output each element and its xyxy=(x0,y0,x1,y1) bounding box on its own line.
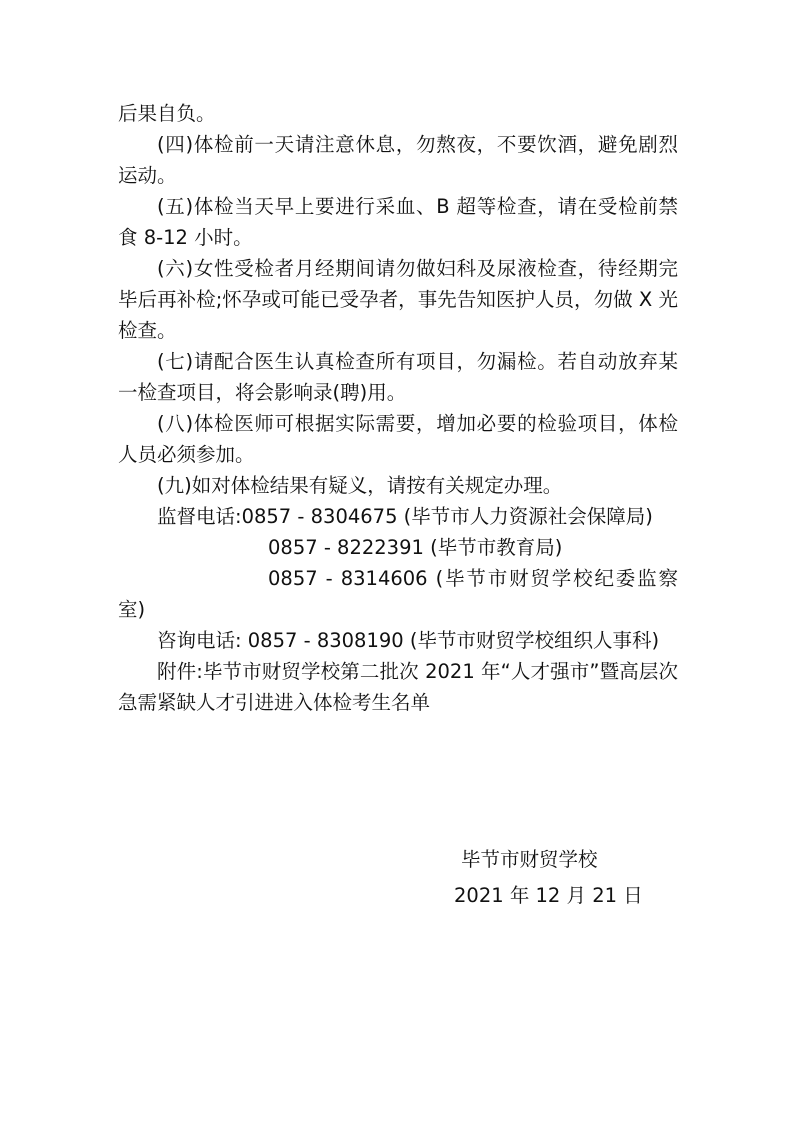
paragraph-item-8: (八)体检医师可根据实际需要，增加必要的检验项目，体检人员必须参加。 xyxy=(118,412,678,466)
paragraph-item-7: (七)请配合医生认真检查所有项目，勿漏检。若自动放弃某一检查项目，将会影响录(聘)用。 xyxy=(118,350,678,404)
attachment-line: 附件:毕节市财贸学校第二批次 2021 年“人才强市”暨高层次急需紧缺人才引进进入体检考生名单 xyxy=(118,660,678,714)
supervision-phone-line: 监督电话:0857 - 8304675 (毕节市人力资源社会保障局) xyxy=(157,505,653,528)
signature-block xyxy=(454,842,643,914)
paragraph-item-9: (九)如对体检结果有疑义，请按有关规定办理。 xyxy=(157,474,563,497)
paragraph-consequence: 后果自负。 xyxy=(118,102,216,125)
supervision-phone-discipline-office xyxy=(118,563,678,625)
supervision-phone-education-bureau: 0857 - 8222391 (毕节市教育局) xyxy=(268,536,563,559)
signature-organization: 毕节市财贸学校 xyxy=(461,848,598,871)
consult-phone-line: 咨询电话: 0857 - 8308190 (毕节市财贸学校组织人事科) xyxy=(157,629,660,652)
paragraph-item-6: (六)女性受检者月经期间请勿做妇科及尿液检查，待经期完毕后再补检;怀孕或可能已受孕者，事先告知医护人员，勿做 X 光检查。 xyxy=(118,257,678,342)
document-body xyxy=(118,98,678,718)
paragraph-item-4: (四)体检前一天请注意休息，勿熬夜，不要饮酒，避免剧烈运动。 xyxy=(118,133,678,187)
supervision-phone-discipline-text: 0857 - 8314606 (毕节市财贸学校纪委监察室) xyxy=(118,567,678,621)
paragraph-item-5: (五)体检当天早上要进行采血、B 超等检查，请在受检前禁食 8-12 小时。 xyxy=(118,195,678,249)
signature-date: 2021 年 12 月 21 日 xyxy=(454,884,643,907)
